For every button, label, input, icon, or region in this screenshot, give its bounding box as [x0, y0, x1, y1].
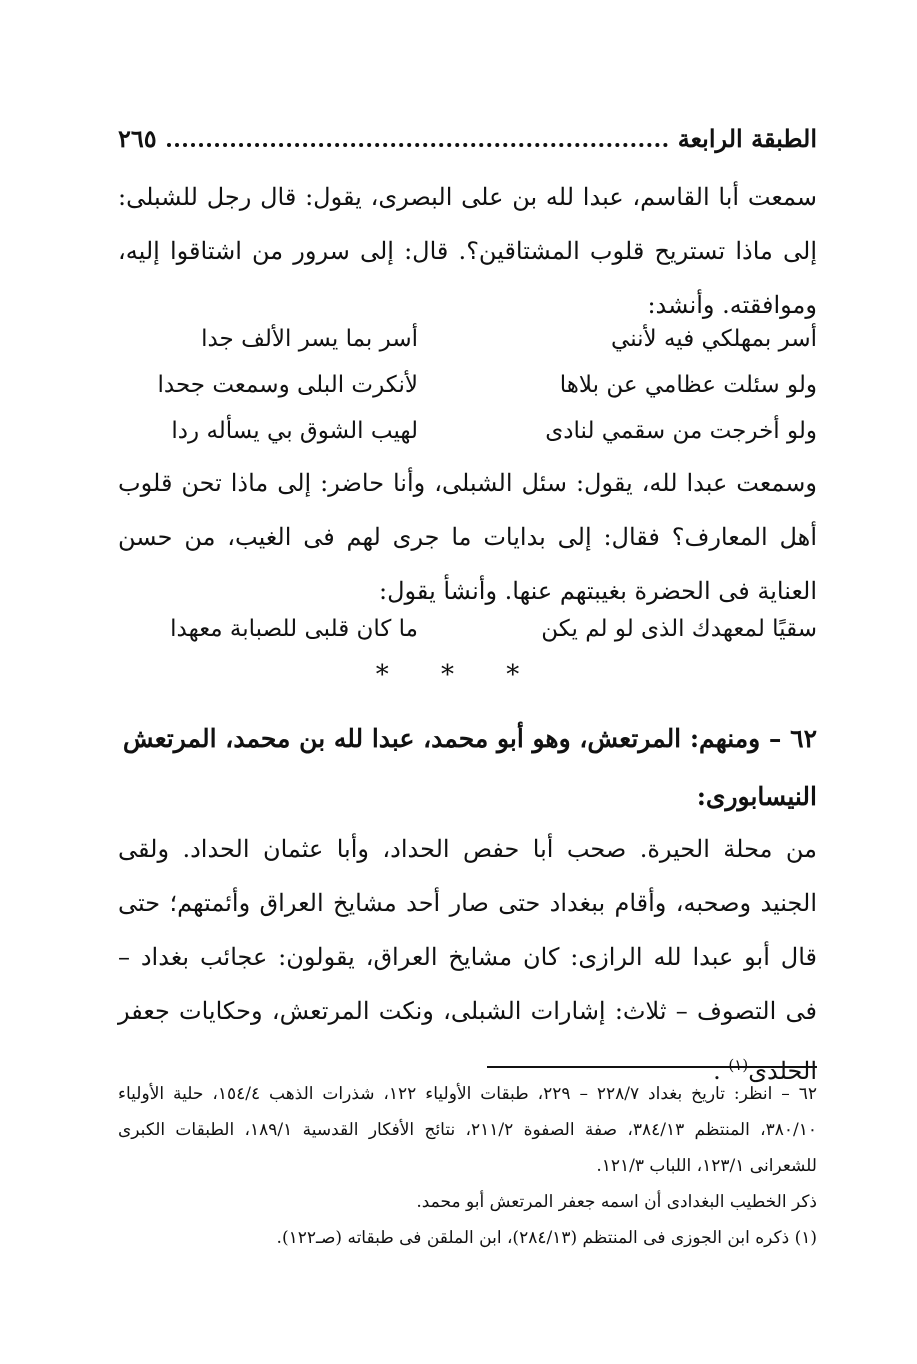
- paragraph-2: وسمعت عبدا لله، يقول: سئل الشبلى، وأنا حاضر: إلى ماذا تحن قلوب أهل المعارف؟ فقال: إلى بدايات ما جرى لهم فى الغيب، من حسن العناية فى الحضرة بغيبتهم عنها. وأنشأ يقول:: [118, 469, 817, 605]
- verse-line: [118, 606, 817, 652]
- paragraph-3-end: .: [713, 1057, 729, 1085]
- verse-line: [118, 408, 817, 454]
- verse-first-hemistich: ولو أخرجت من سقمي لنادى: [545, 418, 817, 444]
- verse-line: [118, 362, 817, 408]
- dotted-leader: [167, 129, 668, 147]
- footnote-reference: (١): [728, 1056, 749, 1074]
- paragraph-3: [118, 822, 817, 1098]
- paragraph-3-text: من محلة الحيرة. صحب أبا حفص الحداد، وأبا عثمان الحداد. ولقى الجنيد وصحبه، وأقام ببغداد حتى صار أحد مشايخ العراق وأئمتهم؛ حتى قال أبو عبدا لله الرازى: كان مشايخ العراق، يقولون: عجائب بغداد – فى التصوف – ثلاث: إشارات الشبلى، ونكت المرتعش، وحكايات جعفر الخلدى: [118, 835, 817, 1085]
- verse-second-hemistich: لأنكرت البلى وسمعت جحدا: [157, 372, 418, 398]
- footnotes: [118, 1076, 817, 1256]
- footnote-rule: [487, 1066, 817, 1068]
- page-number: ٢٦٥: [118, 123, 157, 153]
- footnote-62-remark: ذكر الخطيب البغدادى أن اسمه جعفر المرتعش أبو محمد.: [416, 1192, 817, 1212]
- footnote-1: (١) ذكره ابن الجوزى فى المنتظم (٢٨٤/١٣)، ابن الملقن فى طبقاته (صـ١٢٢).: [276, 1228, 817, 1248]
- running-title: الطبقة الرابعة: [677, 123, 817, 153]
- paragraph-1-block: [118, 170, 817, 332]
- section-separator: * * *: [375, 660, 542, 690]
- verse-second-hemistich: ما كان قلبى للصبابة معهدا: [170, 616, 418, 642]
- verses-1-block: [118, 316, 817, 454]
- entry-heading-block: [118, 710, 817, 826]
- paragraph-1: سمعت أبا القاسم، عبدا لله بن على البصرى، يقول: قال رجل للشبلى: إلى ماذا تستريح قلوب المشتاقين؟. قال: إلى سرور من اشتاقوا إليه، وموافقته. وأنشد:: [118, 183, 817, 319]
- verse-line: [118, 316, 817, 362]
- verses-2: [118, 606, 817, 652]
- verses-2-block: [118, 606, 817, 652]
- verse-first-hemistich: سقيًا لمعهدك الذى لو لم يكن: [541, 616, 817, 642]
- verse-first-hemistich: أسر بمهلكي فيه لأنني: [611, 326, 817, 352]
- entry-heading: ٦٢ – ومنهم: المرتعش، وهو أبو محمد، عبدا لله بن محمد، المرتعش النيسابورى:: [122, 724, 817, 811]
- verses-1: [118, 316, 817, 454]
- verse-second-hemistich: أسر بما يسر الألف جدا: [201, 326, 418, 352]
- verse-first-hemistich: ولو سئلت عظامي عن بلاها: [559, 372, 817, 398]
- page-header: [118, 118, 817, 158]
- paragraph-2-block: [118, 456, 817, 618]
- footnote-62: ٦٢ – انظر: تاريخ بغداد ٢٢٨/٧ – ٢٢٩، طبقات الأولياء ١٢٢، شذرات الذهب ١٥٤/٤، حلية الأولياء ٣٨٠/١٠، المنتظم ٣٨٤/١٣، صفة الصفوة ٢١١/٢، نتائج الأفكار القدسية ١٨٩/١، الطبقات الكبرى للشعرانى ١٢٣/١، اللباب ١٢١/٣.: [118, 1084, 818, 1176]
- verse-second-hemistich: لهيب الشوق بي يسأله ردا: [171, 418, 418, 444]
- paragraph-3-block: [118, 822, 817, 1098]
